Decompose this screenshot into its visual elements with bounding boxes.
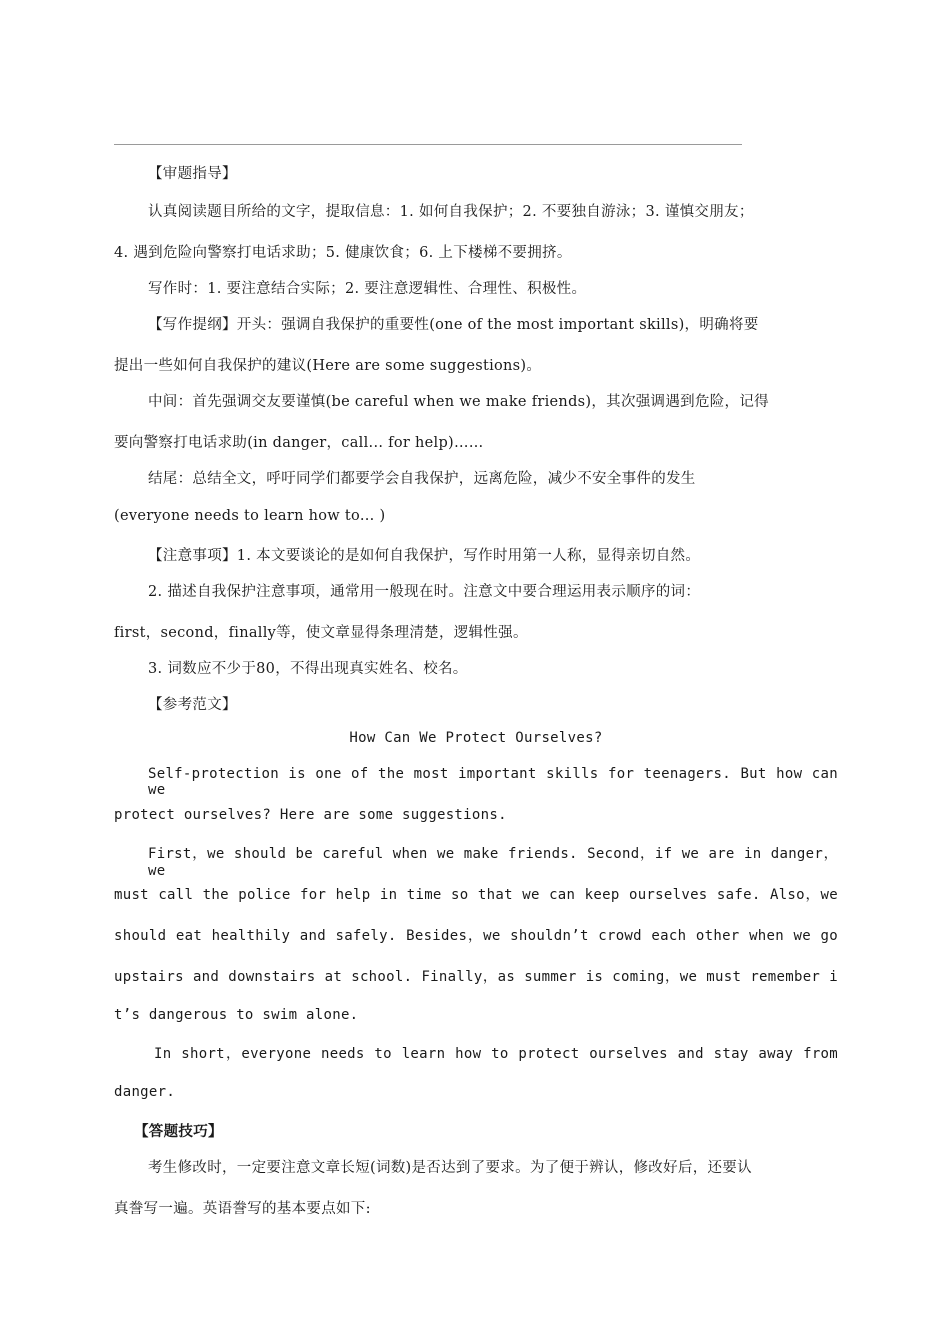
sample-p2-line-3: should eat healthily and safely. Besides，we shouldn’t crowd each other when we go (114, 928, 838, 944)
outline-line-2: 提出一些如何自我保护的建议(Here are some suggestions)。 (114, 358, 542, 374)
sample-p2-line-2: must call the police for help in time so that we can keep ourselves safe. Also，we (114, 887, 838, 903)
header-rule (114, 144, 742, 145)
tips-heading: 【答题技巧】 (134, 1123, 223, 1140)
guide-paragraph-line-1: 认真阅读题目所给的文字，提取信息：1. 如何自我保护；2. 不要独自游泳；3. 谨慎交朋友； (148, 204, 754, 220)
sample-p2-line-4: upstairs and downstairs at school. Finally，as summer is coming，we must remember i (114, 969, 838, 985)
guide-heading: 【审题指导】 (148, 166, 237, 182)
notes-line-4: 3. 词数应不少于80，不得出现真实姓名、校名。 (148, 661, 468, 677)
outline-line-5: 结尾：总结全文，呼吁同学们都要学会自我保护，远离危险，减少不安全事件的发生 (148, 471, 696, 487)
sample-p1-line-2: protect ourselves? Here are some suggestions. (114, 807, 507, 823)
outline-line-4: 要向警察打电话求助(in danger，call... for help)…… (114, 435, 484, 451)
outline-line-6: (everyone needs to learn how to... ) (114, 508, 386, 524)
sample-p2-line-5: t’s dangerous to swim alone. (114, 1007, 359, 1023)
sample-p1-line-1: Self-protection is one of the most important skills for teenagers. But how can we (148, 766, 838, 798)
tips-line-2: 真誊写一遍。英语誊写的基本要点如下: (114, 1201, 371, 1217)
sample-p3-line-2: danger. (114, 1084, 176, 1100)
notes-line-2: 2. 描述自我保护注意事项，通常用一般现在时。注意文中要合理运用表示顺序的词： (148, 584, 701, 600)
notes-line-1: 【注意事项】1. 本文要谈论的是如何自我保护，写作时用第一人称，显得亲切自然。 (148, 548, 701, 564)
sample-p2-line-1: First，we should be careful when we make friends. Second，if we are in danger，we (148, 846, 838, 879)
notes-line-3: first，second，finally等，使文章显得条理清楚，逻辑性强。 (114, 625, 528, 641)
outline-line-1: 【写作提纲】开头：强调自我保护的重要性(one of the most important skills)，明确将要 (148, 317, 759, 333)
sample-essay-title: How Can We Protect Ourselves? (349, 730, 603, 746)
guide-writing-note: 写作时：1. 要注意结合实际；2. 要注意逻辑性、合理性、积极性。 (148, 281, 587, 297)
guide-paragraph-line-2: 4. 遇到危险向警察打电话求助；5. 健康饮食；6. 上下楼梯不要拥挤。 (114, 245, 572, 261)
sample-heading: 【参考范文】 (148, 697, 237, 713)
outline-line-3: 中间：首先强调交友要谨慎(be careful when we make friends)，其次强调遇到危险，记得 (148, 394, 769, 410)
tips-line-1: 考生修改时，一定要注意文章长短(词数)是否达到了要求。为了便于辨认，修改好后，还要认 (148, 1160, 752, 1176)
sample-p3-line-1: In short，everyone needs to learn how to protect ourselves and stay away from (154, 1046, 838, 1062)
